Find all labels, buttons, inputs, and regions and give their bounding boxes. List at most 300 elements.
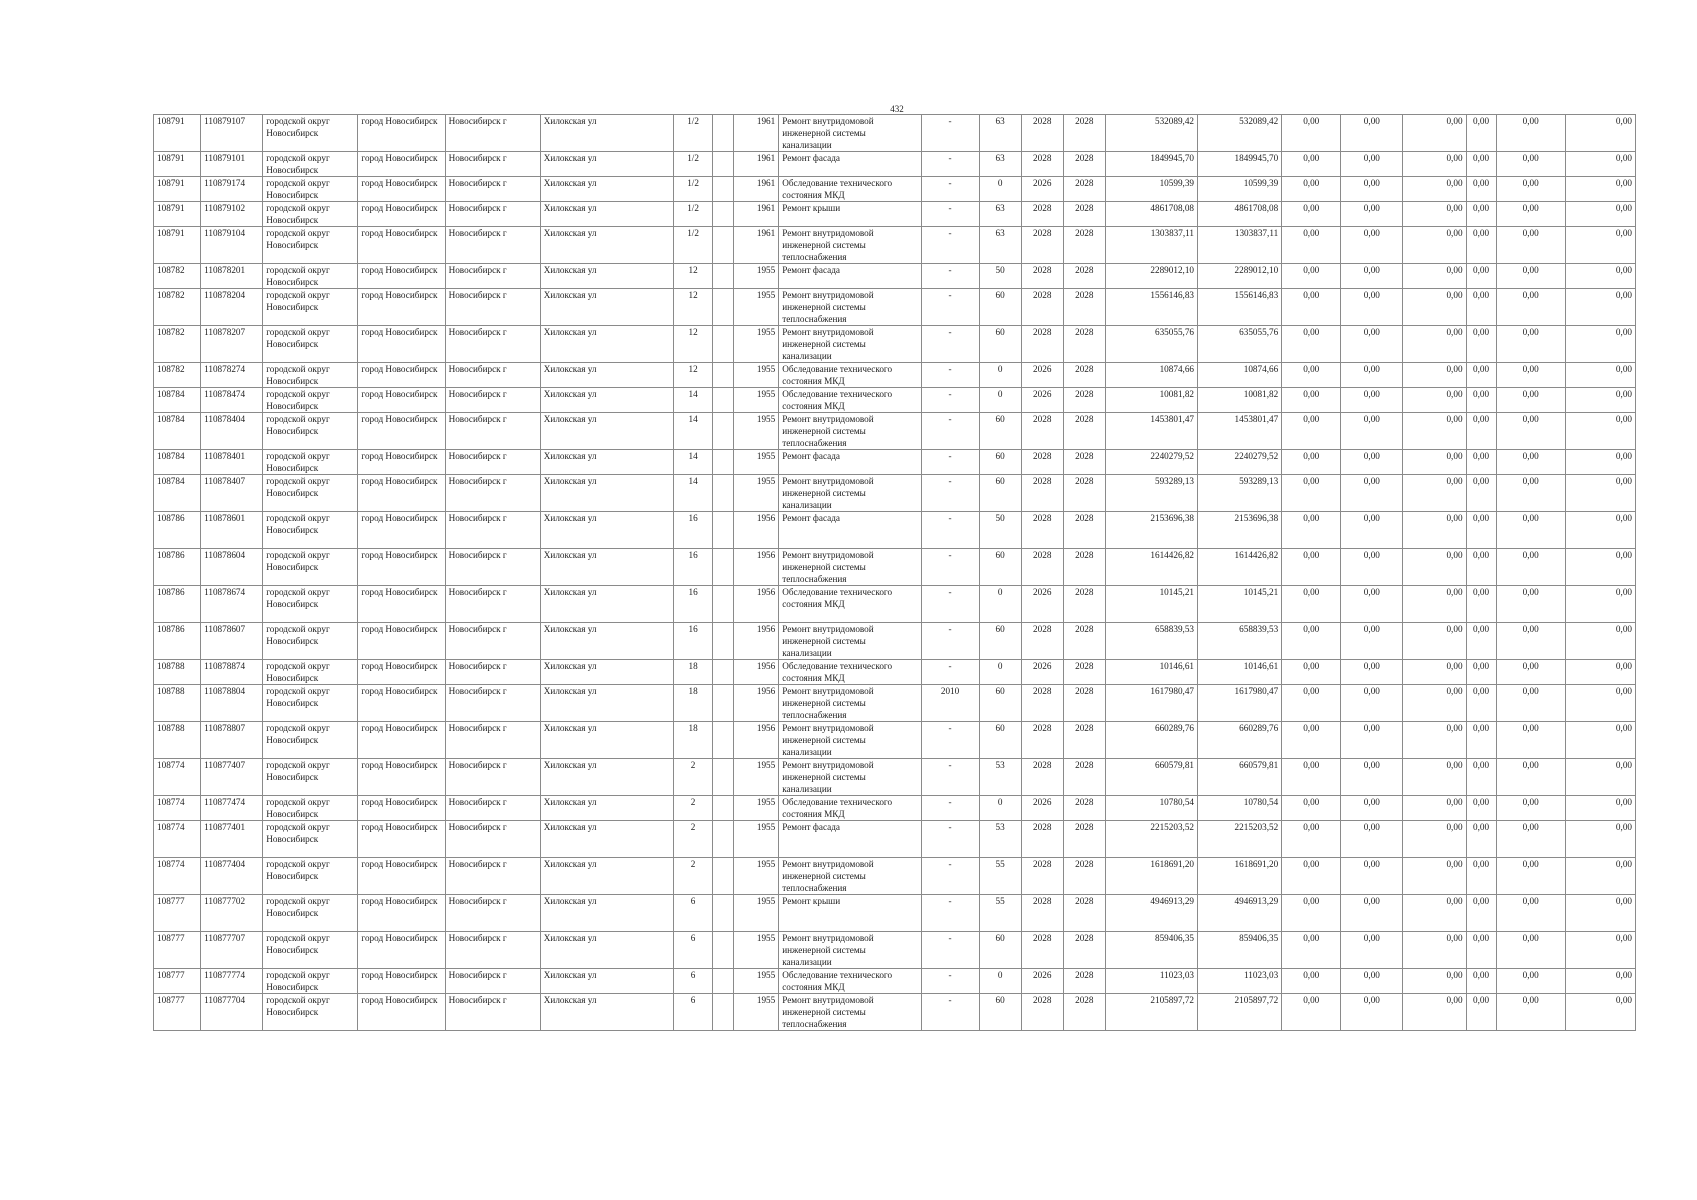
- table-row: [154, 264, 1636, 289]
- cell-wear-percent: 60: [979, 994, 1021, 1031]
- cell-work-id: 110878804: [201, 685, 263, 722]
- cell-other-funds: 0,00: [1496, 722, 1565, 759]
- cell-house-number: 6: [674, 994, 713, 1031]
- cell-work-type: Ремонт фасада: [779, 821, 921, 858]
- cell-street: Хилокская ул: [540, 549, 673, 586]
- cell-total-cost: 658839,53: [1105, 623, 1197, 660]
- cell-owner-funds: 0,00: [1466, 115, 1496, 152]
- cell-plan-year-to: 2028: [1063, 969, 1105, 994]
- cell-regional-budget: 0,00: [1341, 388, 1403, 413]
- cell-other-funds: 0,00: [1496, 152, 1565, 177]
- cell-house-id: 108784: [154, 388, 201, 413]
- cell-street: Хилокская ул: [540, 821, 673, 858]
- cell-local-budget: 0,00: [1403, 413, 1466, 450]
- cell-house-number: 16: [674, 586, 713, 623]
- cell-street: Хилокская ул: [540, 264, 673, 289]
- cell-regional-fund: 2105897,72: [1198, 994, 1282, 1031]
- table-row: [154, 326, 1636, 363]
- cell-construction-year: 1955: [734, 969, 779, 994]
- table-row: [154, 932, 1636, 969]
- cell-house-id: 108777: [154, 969, 201, 994]
- cell-plan-year-from: 2026: [1021, 796, 1063, 821]
- cell-locality: Новосибирск г: [445, 227, 540, 264]
- cell-building: [713, 932, 734, 969]
- cell-house-id: 108786: [154, 512, 201, 549]
- cell-other-funds: 0,00: [1496, 388, 1565, 413]
- cell-wear-percent: 0: [979, 660, 1021, 685]
- cell-house-number: 16: [674, 623, 713, 660]
- cell-construction-year: 1955: [734, 264, 779, 289]
- cell-construction-year: 1955: [734, 289, 779, 326]
- cell-house-number: 1/2: [674, 152, 713, 177]
- cell-regional-fund: 2153696,38: [1198, 512, 1282, 549]
- cell-house-id: 108782: [154, 326, 201, 363]
- cell-total-cost: 10081,82: [1105, 388, 1197, 413]
- cell-work-id: 110877704: [201, 994, 263, 1031]
- cell-settlement: город Новосибирск: [358, 227, 445, 264]
- cell-work-id: 110877474: [201, 796, 263, 821]
- cell-extra-funds: 0,00: [1565, 512, 1635, 549]
- cell-wear-percent: 63: [979, 115, 1021, 152]
- cell-owner-funds: 0,00: [1466, 994, 1496, 1031]
- cell-federal-funds: 0,00: [1282, 115, 1341, 152]
- cell-previous-repair-year: -: [921, 821, 979, 858]
- cell-building: [713, 994, 734, 1031]
- cell-construction-year: 1956: [734, 586, 779, 623]
- cell-wear-percent: 0: [979, 586, 1021, 623]
- cell-regional-fund: 593289,13: [1198, 475, 1282, 512]
- cell-plan-year-to: 2028: [1063, 586, 1105, 623]
- cell-municipality: городской округ Новосибирск: [263, 685, 358, 722]
- cell-plan-year-to: 2028: [1063, 289, 1105, 326]
- cell-regional-budget: 0,00: [1341, 413, 1403, 450]
- cell-wear-percent: 60: [979, 289, 1021, 326]
- cell-locality: Новосибирск г: [445, 413, 540, 450]
- cell-work-type: Обследование технического состояния МКД: [779, 388, 921, 413]
- cell-regional-fund: 658839,53: [1198, 623, 1282, 660]
- cell-local-budget: 0,00: [1403, 759, 1466, 796]
- cell-locality: Новосибирск г: [445, 858, 540, 895]
- cell-work-type: Ремонт фасада: [779, 264, 921, 289]
- cell-regional-budget: 0,00: [1341, 660, 1403, 685]
- cell-house-id: 108782: [154, 363, 201, 388]
- cell-federal-funds: 0,00: [1282, 895, 1341, 932]
- cell-total-cost: 2215203,52: [1105, 821, 1197, 858]
- cell-municipality: городской округ Новосибирск: [263, 549, 358, 586]
- cell-street: Хилокская ул: [540, 722, 673, 759]
- cell-work-type: Ремонт внутридомовой инженерной системы теплоснабжения: [779, 413, 921, 450]
- cell-owner-funds: 0,00: [1466, 858, 1496, 895]
- cell-plan-year-to: 2028: [1063, 660, 1105, 685]
- cell-plan-year-from: 2028: [1021, 152, 1063, 177]
- cell-house-id: 108791: [154, 177, 201, 202]
- cell-local-budget: 0,00: [1403, 152, 1466, 177]
- cell-total-cost: 660579,81: [1105, 759, 1197, 796]
- cell-work-id: 110878607: [201, 623, 263, 660]
- cell-municipality: городской округ Новосибирск: [263, 623, 358, 660]
- cell-regional-budget: 0,00: [1341, 326, 1403, 363]
- table-row: [154, 623, 1636, 660]
- cell-building: [713, 858, 734, 895]
- cell-owner-funds: 0,00: [1466, 227, 1496, 264]
- cell-work-type: Ремонт внутридомовой инженерной системы канализации: [779, 326, 921, 363]
- cell-federal-funds: 0,00: [1282, 586, 1341, 623]
- cell-house-number: 6: [674, 969, 713, 994]
- cell-settlement: город Новосибирск: [358, 413, 445, 450]
- cell-house-number: 18: [674, 685, 713, 722]
- cell-local-budget: 0,00: [1403, 994, 1466, 1031]
- cell-municipality: городской округ Новосибирск: [263, 821, 358, 858]
- cell-locality: Новосибирск г: [445, 512, 540, 549]
- cell-total-cost: 859406,35: [1105, 932, 1197, 969]
- cell-previous-repair-year: -: [921, 932, 979, 969]
- cell-regional-budget: 0,00: [1341, 623, 1403, 660]
- cell-regional-budget: 0,00: [1341, 512, 1403, 549]
- cell-wear-percent: 55: [979, 895, 1021, 932]
- cell-plan-year-to: 2028: [1063, 363, 1105, 388]
- cell-other-funds: 0,00: [1496, 289, 1565, 326]
- cell-street: Хилокская ул: [540, 512, 673, 549]
- cell-previous-repair-year: -: [921, 759, 979, 796]
- cell-previous-repair-year: -: [921, 796, 979, 821]
- cell-plan-year-to: 2028: [1063, 858, 1105, 895]
- cell-federal-funds: 0,00: [1282, 660, 1341, 685]
- cell-plan-year-from: 2028: [1021, 994, 1063, 1031]
- cell-work-id: 110877774: [201, 969, 263, 994]
- cell-municipality: городской округ Новосибирск: [263, 326, 358, 363]
- cell-house-id: 108774: [154, 796, 201, 821]
- cell-wear-percent: 60: [979, 450, 1021, 475]
- cell-regional-fund: 10146,61: [1198, 660, 1282, 685]
- cell-work-id: 110878474: [201, 388, 263, 413]
- cell-building: [713, 796, 734, 821]
- cell-extra-funds: 0,00: [1565, 858, 1635, 895]
- cell-work-type: Обследование технического состояния МКД: [779, 969, 921, 994]
- cell-regional-budget: 0,00: [1341, 450, 1403, 475]
- cell-plan-year-to: 2028: [1063, 796, 1105, 821]
- cell-other-funds: 0,00: [1496, 549, 1565, 586]
- cell-work-type: Ремонт крыши: [779, 202, 921, 227]
- cell-wear-percent: 53: [979, 821, 1021, 858]
- cell-locality: Новосибирск г: [445, 969, 540, 994]
- table-row: [154, 660, 1636, 685]
- cell-extra-funds: 0,00: [1565, 586, 1635, 623]
- cell-wear-percent: 60: [979, 932, 1021, 969]
- cell-other-funds: 0,00: [1496, 264, 1565, 289]
- cell-work-type: Обследование технического состояния МКД: [779, 177, 921, 202]
- cell-municipality: городской округ Новосибирск: [263, 858, 358, 895]
- cell-construction-year: 1956: [734, 685, 779, 722]
- cell-building: [713, 202, 734, 227]
- cell-construction-year: 1955: [734, 932, 779, 969]
- cell-municipality: городской округ Новосибирск: [263, 450, 358, 475]
- cell-plan-year-from: 2028: [1021, 722, 1063, 759]
- cell-previous-repair-year: -: [921, 994, 979, 1031]
- cell-other-funds: 0,00: [1496, 932, 1565, 969]
- cell-regional-fund: 532089,42: [1198, 115, 1282, 152]
- cell-settlement: город Новосибирск: [358, 363, 445, 388]
- cell-construction-year: 1956: [734, 549, 779, 586]
- cell-building: [713, 549, 734, 586]
- cell-construction-year: 1955: [734, 796, 779, 821]
- cell-federal-funds: 0,00: [1282, 932, 1341, 969]
- cell-federal-funds: 0,00: [1282, 623, 1341, 660]
- cell-municipality: городской округ Новосибирск: [263, 227, 358, 264]
- cell-building: [713, 115, 734, 152]
- cell-building: [713, 623, 734, 660]
- cell-street: Хилокская ул: [540, 660, 673, 685]
- cell-previous-repair-year: -: [921, 289, 979, 326]
- cell-construction-year: 1961: [734, 115, 779, 152]
- cell-wear-percent: 55: [979, 858, 1021, 895]
- cell-construction-year: 1956: [734, 512, 779, 549]
- cell-building: [713, 895, 734, 932]
- cell-plan-year-from: 2026: [1021, 363, 1063, 388]
- cell-owner-funds: 0,00: [1466, 969, 1496, 994]
- cell-construction-year: 1961: [734, 177, 779, 202]
- cell-total-cost: 1453801,47: [1105, 413, 1197, 450]
- cell-work-type: Обследование технического состояния МКД: [779, 660, 921, 685]
- cell-house-number: 6: [674, 932, 713, 969]
- cell-house-number: 1/2: [674, 115, 713, 152]
- cell-house-number: 16: [674, 512, 713, 549]
- cell-municipality: городской округ Новосибирск: [263, 202, 358, 227]
- cell-local-budget: 0,00: [1403, 586, 1466, 623]
- cell-regional-budget: 0,00: [1341, 289, 1403, 326]
- table-row: [154, 152, 1636, 177]
- cell-plan-year-to: 2028: [1063, 115, 1105, 152]
- cell-extra-funds: 0,00: [1565, 821, 1635, 858]
- cell-municipality: городской округ Новосибирск: [263, 289, 358, 326]
- cell-house-number: 12: [674, 289, 713, 326]
- cell-locality: Новосибирск г: [445, 722, 540, 759]
- cell-plan-year-from: 2026: [1021, 177, 1063, 202]
- cell-municipality: городской округ Новосибирск: [263, 152, 358, 177]
- cell-street: Хилокская ул: [540, 858, 673, 895]
- cell-total-cost: 4861708,08: [1105, 202, 1197, 227]
- cell-previous-repair-year: -: [921, 722, 979, 759]
- cell-local-budget: 0,00: [1403, 722, 1466, 759]
- cell-locality: Новосибирск г: [445, 326, 540, 363]
- cell-work-type: Ремонт внутридомовой инженерной системы канализации: [779, 475, 921, 512]
- cell-settlement: город Новосибирск: [358, 685, 445, 722]
- cell-house-number: 16: [674, 549, 713, 586]
- cell-previous-repair-year: 2010: [921, 685, 979, 722]
- cell-construction-year: 1955: [734, 450, 779, 475]
- cell-house-id: 108786: [154, 549, 201, 586]
- cell-house-number: 1/2: [674, 202, 713, 227]
- cell-plan-year-to: 2028: [1063, 623, 1105, 660]
- table-row: [154, 413, 1636, 450]
- cell-owner-funds: 0,00: [1466, 549, 1496, 586]
- cell-house-number: 2: [674, 796, 713, 821]
- cell-total-cost: 4946913,29: [1105, 895, 1197, 932]
- cell-locality: Новосибирск г: [445, 450, 540, 475]
- cell-federal-funds: 0,00: [1282, 969, 1341, 994]
- cell-plan-year-to: 2028: [1063, 326, 1105, 363]
- cell-municipality: городской округ Новосибирск: [263, 388, 358, 413]
- cell-extra-funds: 0,00: [1565, 549, 1635, 586]
- cell-regional-budget: 0,00: [1341, 202, 1403, 227]
- cell-local-budget: 0,00: [1403, 450, 1466, 475]
- cell-work-id: 110878407: [201, 475, 263, 512]
- cell-street: Хилокская ул: [540, 177, 673, 202]
- cell-plan-year-from: 2028: [1021, 115, 1063, 152]
- cell-work-id: 110879104: [201, 227, 263, 264]
- cell-total-cost: 635055,76: [1105, 326, 1197, 363]
- cell-extra-funds: 0,00: [1565, 969, 1635, 994]
- cell-street: Хилокская ул: [540, 388, 673, 413]
- cell-previous-repair-year: -: [921, 326, 979, 363]
- repair-register-table: [153, 114, 1636, 1031]
- cell-extra-funds: 0,00: [1565, 660, 1635, 685]
- cell-settlement: город Новосибирск: [358, 722, 445, 759]
- cell-federal-funds: 0,00: [1282, 152, 1341, 177]
- cell-total-cost: 593289,13: [1105, 475, 1197, 512]
- cell-regional-budget: 0,00: [1341, 722, 1403, 759]
- cell-other-funds: 0,00: [1496, 202, 1565, 227]
- cell-work-id: 110878674: [201, 586, 263, 623]
- cell-locality: Новосибирск г: [445, 586, 540, 623]
- cell-plan-year-to: 2028: [1063, 413, 1105, 450]
- cell-wear-percent: 60: [979, 685, 1021, 722]
- cell-owner-funds: 0,00: [1466, 177, 1496, 202]
- cell-settlement: город Новосибирск: [358, 177, 445, 202]
- cell-local-budget: 0,00: [1403, 264, 1466, 289]
- cell-previous-repair-year: -: [921, 475, 979, 512]
- cell-regional-fund: 10874,66: [1198, 363, 1282, 388]
- cell-regional-fund: 1614426,82: [1198, 549, 1282, 586]
- cell-federal-funds: 0,00: [1282, 796, 1341, 821]
- cell-building: [713, 722, 734, 759]
- cell-plan-year-to: 2028: [1063, 549, 1105, 586]
- cell-owner-funds: 0,00: [1466, 722, 1496, 759]
- cell-locality: Новосибирск г: [445, 264, 540, 289]
- cell-building: [713, 685, 734, 722]
- cell-plan-year-from: 2028: [1021, 759, 1063, 796]
- cell-construction-year: 1955: [734, 475, 779, 512]
- cell-local-budget: 0,00: [1403, 821, 1466, 858]
- cell-work-id: 110879102: [201, 202, 263, 227]
- table-row: [154, 722, 1636, 759]
- cell-building: [713, 388, 734, 413]
- cell-local-budget: 0,00: [1403, 363, 1466, 388]
- cell-street: Хилокская ул: [540, 152, 673, 177]
- cell-owner-funds: 0,00: [1466, 660, 1496, 685]
- cell-work-type: Ремонт внутридомовой инженерной системы теплоснабжения: [779, 685, 921, 722]
- cell-street: Хилокская ул: [540, 227, 673, 264]
- cell-owner-funds: 0,00: [1466, 759, 1496, 796]
- cell-regional-fund: 11023,03: [1198, 969, 1282, 994]
- cell-building: [713, 586, 734, 623]
- cell-house-id: 108786: [154, 586, 201, 623]
- cell-municipality: городской округ Новосибирск: [263, 895, 358, 932]
- cell-plan-year-from: 2026: [1021, 969, 1063, 994]
- cell-regional-budget: 0,00: [1341, 994, 1403, 1031]
- cell-previous-repair-year: -: [921, 413, 979, 450]
- cell-total-cost: 10780,54: [1105, 796, 1197, 821]
- cell-work-id: 110878874: [201, 660, 263, 685]
- cell-other-funds: 0,00: [1496, 512, 1565, 549]
- cell-total-cost: 2289012,10: [1105, 264, 1197, 289]
- cell-extra-funds: 0,00: [1565, 388, 1635, 413]
- cell-previous-repair-year: -: [921, 115, 979, 152]
- cell-house-id: 108791: [154, 227, 201, 264]
- cell-plan-year-to: 2028: [1063, 264, 1105, 289]
- table-row: [154, 549, 1636, 586]
- cell-total-cost: 10146,61: [1105, 660, 1197, 685]
- cell-construction-year: 1961: [734, 202, 779, 227]
- cell-settlement: город Новосибирск: [358, 475, 445, 512]
- cell-federal-funds: 0,00: [1282, 326, 1341, 363]
- cell-owner-funds: 0,00: [1466, 821, 1496, 858]
- cell-plan-year-to: 2028: [1063, 759, 1105, 796]
- cell-federal-funds: 0,00: [1282, 759, 1341, 796]
- cell-federal-funds: 0,00: [1282, 512, 1341, 549]
- cell-plan-year-from: 2028: [1021, 450, 1063, 475]
- cell-house-id: 108782: [154, 264, 201, 289]
- cell-settlement: город Новосибирск: [358, 388, 445, 413]
- cell-building: [713, 227, 734, 264]
- cell-federal-funds: 0,00: [1282, 388, 1341, 413]
- cell-plan-year-from: 2028: [1021, 413, 1063, 450]
- cell-work-id: 110879101: [201, 152, 263, 177]
- cell-owner-funds: 0,00: [1466, 289, 1496, 326]
- cell-house-id: 108774: [154, 759, 201, 796]
- cell-plan-year-to: 2028: [1063, 994, 1105, 1031]
- cell-construction-year: 1955: [734, 759, 779, 796]
- cell-work-id: 110879107: [201, 115, 263, 152]
- cell-street: Хилокская ул: [540, 202, 673, 227]
- cell-regional-budget: 0,00: [1341, 759, 1403, 796]
- cell-local-budget: 0,00: [1403, 796, 1466, 821]
- cell-locality: Новосибирск г: [445, 115, 540, 152]
- cell-street: Хилокская ул: [540, 895, 673, 932]
- cell-house-id: 108784: [154, 450, 201, 475]
- cell-street: Хилокская ул: [540, 363, 673, 388]
- cell-settlement: город Новосибирск: [358, 623, 445, 660]
- cell-municipality: городской округ Новосибирск: [263, 722, 358, 759]
- cell-locality: Новосибирск г: [445, 202, 540, 227]
- cell-owner-funds: 0,00: [1466, 152, 1496, 177]
- cell-other-funds: 0,00: [1496, 623, 1565, 660]
- cell-house-id: 108788: [154, 660, 201, 685]
- cell-plan-year-from: 2028: [1021, 895, 1063, 932]
- cell-building: [713, 759, 734, 796]
- cell-settlement: город Новосибирск: [358, 969, 445, 994]
- cell-house-number: 14: [674, 388, 713, 413]
- cell-wear-percent: 0: [979, 177, 1021, 202]
- cell-plan-year-to: 2028: [1063, 450, 1105, 475]
- cell-building: [713, 969, 734, 994]
- cell-street: Хилокская ул: [540, 994, 673, 1031]
- cell-regional-fund: 660579,81: [1198, 759, 1282, 796]
- cell-locality: Новосибирск г: [445, 685, 540, 722]
- table-row: [154, 177, 1636, 202]
- cell-regional-fund: 10780,54: [1198, 796, 1282, 821]
- cell-settlement: город Новосибирск: [358, 759, 445, 796]
- cell-federal-funds: 0,00: [1282, 821, 1341, 858]
- cell-local-budget: 0,00: [1403, 549, 1466, 586]
- cell-owner-funds: 0,00: [1466, 450, 1496, 475]
- cell-owner-funds: 0,00: [1466, 202, 1496, 227]
- cell-regional-fund: 1303837,11: [1198, 227, 1282, 264]
- cell-locality: Новосибирск г: [445, 363, 540, 388]
- cell-regional-fund: 2289012,10: [1198, 264, 1282, 289]
- cell-regional-fund: 1617980,47: [1198, 685, 1282, 722]
- cell-previous-repair-year: -: [921, 969, 979, 994]
- cell-total-cost: 1849945,70: [1105, 152, 1197, 177]
